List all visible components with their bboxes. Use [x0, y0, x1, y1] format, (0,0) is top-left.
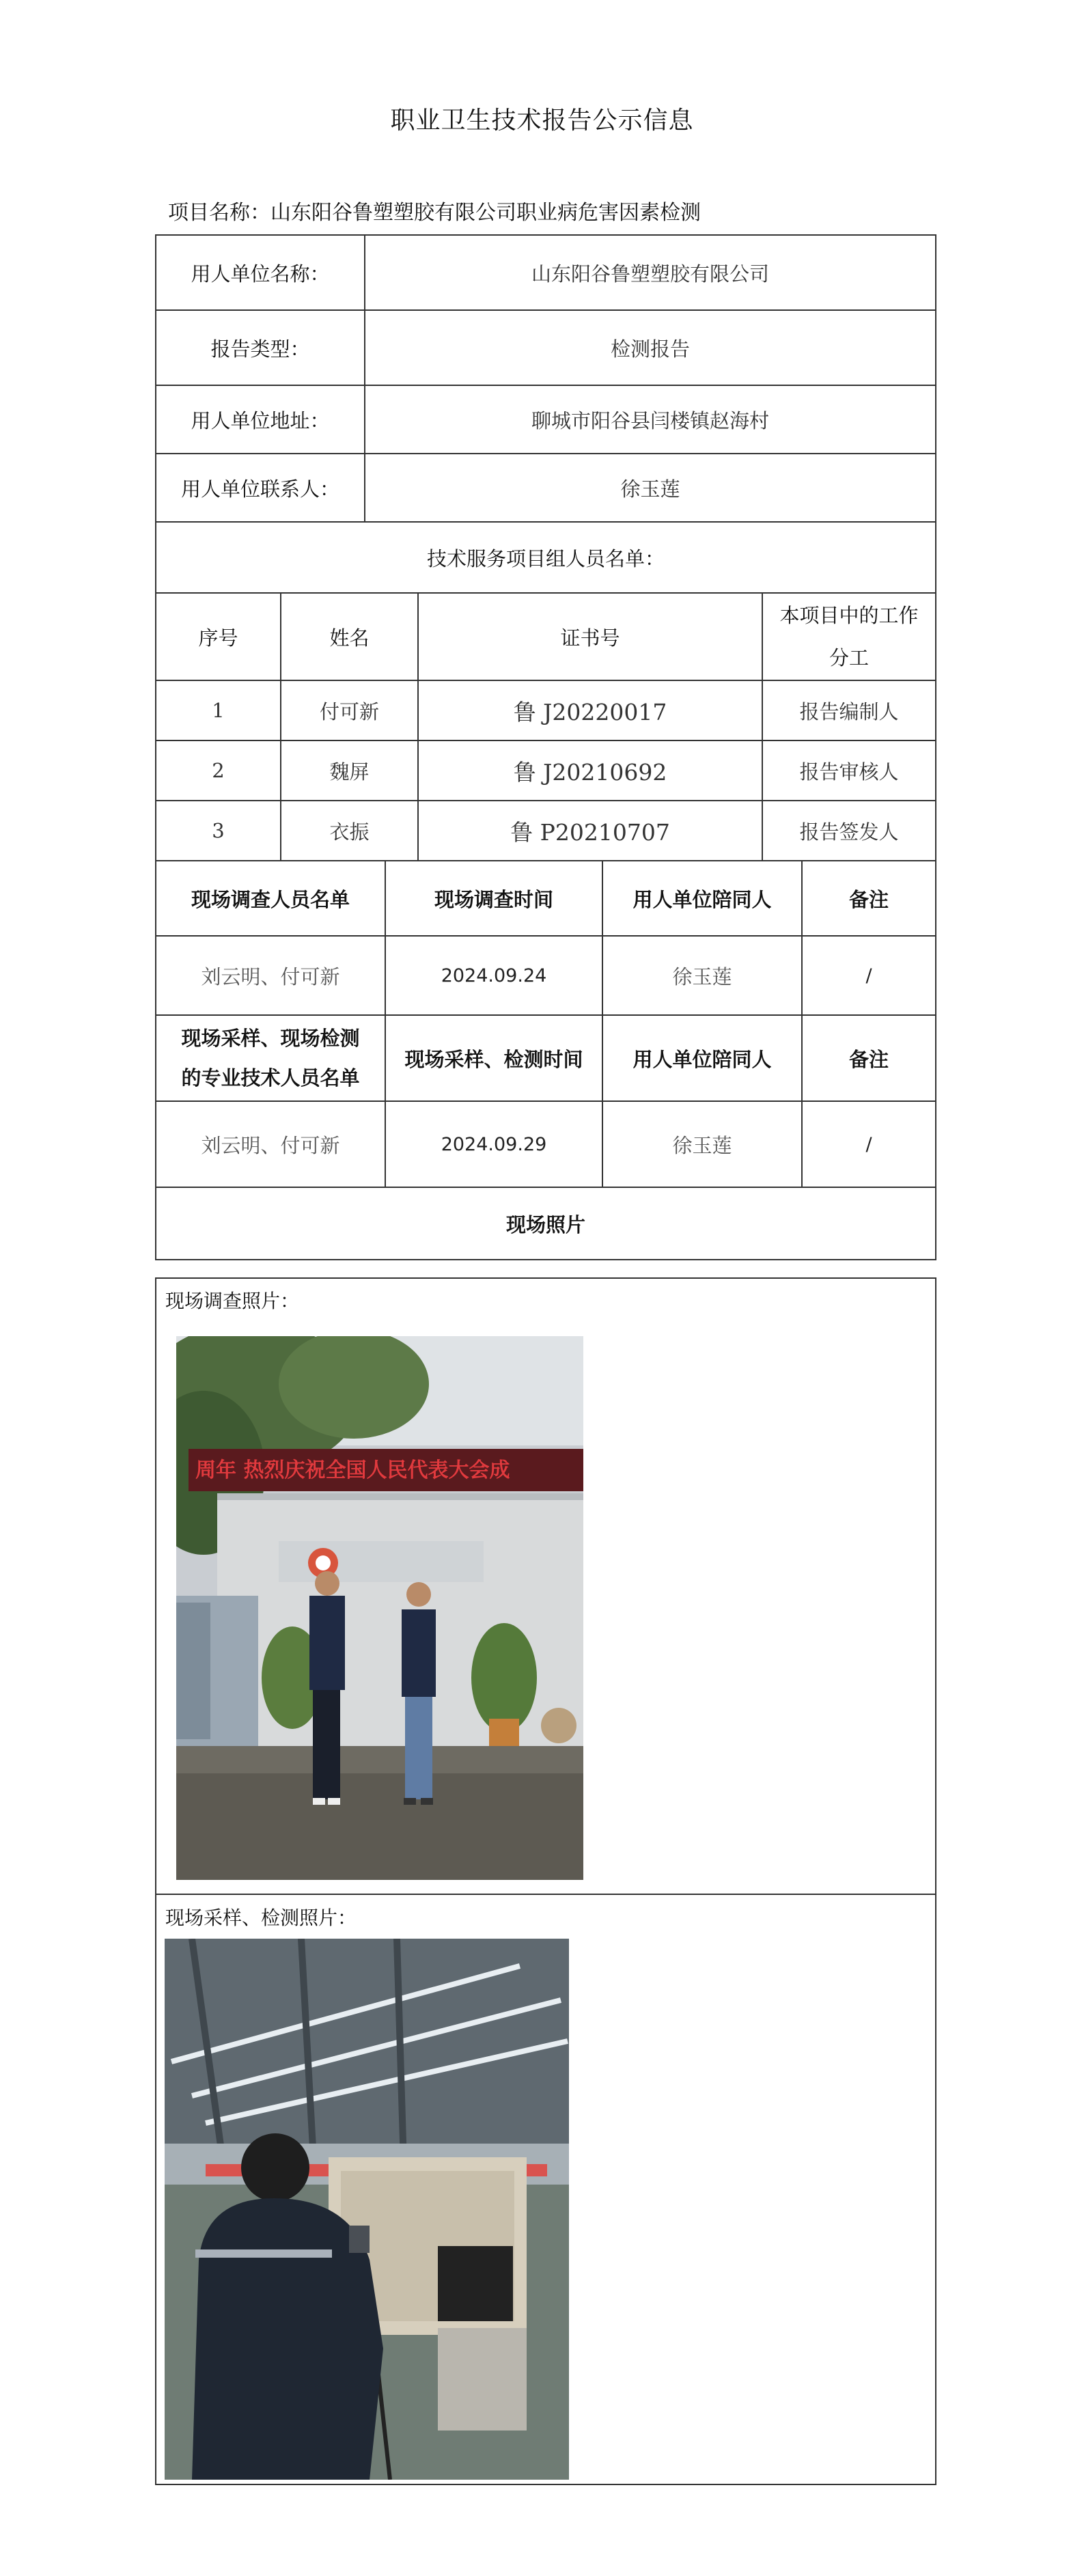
sampling-photo-label: 现场采样、检测照片：	[165, 1907, 357, 1929]
col-cert: 证书号	[419, 594, 763, 681]
col-name: 姓名	[281, 594, 419, 681]
team-row-2-cert: 鲁 J20210692	[419, 741, 763, 801]
label-report-type: 报告类型：	[156, 311, 365, 386]
project-name: 项目名称：山东阳谷鲁塑塑胶有限公司职业病危害因素检测	[168, 201, 701, 225]
survey-time-value: 2024.09.24	[386, 937, 603, 1016]
col-role-line1: 本项目中的工作	[779, 604, 919, 627]
team-row-2-no: 2	[156, 741, 281, 801]
team-row-1-name: 付可新	[281, 681, 419, 741]
team-header: 技术服务项目组人员名单：	[156, 523, 935, 594]
survey-note-header: 备注	[803, 861, 935, 937]
value-unit-address: 聊城市阳谷县闫楼镇赵海村	[365, 386, 935, 454]
survey-photo	[176, 1336, 583, 1880]
label-unit-name: 用人单位名称：	[156, 236, 365, 311]
info-table	[155, 234, 936, 1260]
survey-escort-value: 徐玉莲	[603, 937, 803, 1016]
value-report-type: 检测报告	[365, 311, 935, 386]
survey-photo-label: 现场调查照片：	[165, 1290, 300, 1312]
sampling-staff-header-line1: 现场采样、现场检测	[181, 1027, 360, 1050]
survey-time-header: 现场调查时间	[386, 861, 603, 937]
team-row-3-no: 3	[156, 801, 281, 861]
sampling-note-header: 备注	[803, 1016, 935, 1102]
label-unit-address: 用人单位地址：	[156, 386, 365, 454]
team-row-2-name: 魏屏	[281, 741, 419, 801]
team-row-3-name: 衣振	[281, 801, 419, 861]
sampling-time-value: 2024.09.29	[386, 1102, 603, 1188]
sampling-staff-value: 刘云明、付可新	[156, 1102, 386, 1188]
sampling-photo-image	[165, 1939, 569, 2480]
value-unit-name: 山东阳谷鲁塑塑胶有限公司	[365, 236, 935, 311]
col-role-line2: 分工	[829, 646, 869, 669]
team-row-1-no: 1	[156, 681, 281, 741]
col-role	[763, 594, 935, 681]
survey-escort-header: 用人单位陪同人	[603, 861, 803, 937]
team-row-3-cert: 鲁 P20210707	[419, 801, 763, 861]
team-row-3-role: 报告签发人	[763, 801, 935, 861]
label-unit-contact: 用人单位联系人：	[156, 454, 365, 523]
sampling-note-value: /	[803, 1102, 935, 1188]
banner-text: 周年 热烈庆祝全国人民代表大会成	[195, 1458, 510, 1482]
sampling-photo	[165, 1939, 569, 2480]
survey-note-value: /	[803, 937, 935, 1016]
col-no: 序号	[156, 594, 281, 681]
sampling-escort-header: 用人单位陪同人	[603, 1016, 803, 1102]
sampling-staff-header-line2: 的专业技术人员名单	[181, 1066, 360, 1090]
team-row-2-role: 报告审核人	[763, 741, 935, 801]
survey-photo-image	[176, 1336, 583, 1880]
sampling-staff-header	[156, 1016, 386, 1102]
team-row-1-role: 报告编制人	[763, 681, 935, 741]
sampling-escort-value: 徐玉莲	[603, 1102, 803, 1188]
sampling-time-header: 现场采样、检测时间	[386, 1016, 603, 1102]
value-unit-contact: 徐玉莲	[365, 454, 935, 523]
photo-divider	[156, 1894, 935, 1895]
team-row-1-cert: 鲁 J20220017	[419, 681, 763, 741]
survey-staff-value: 刘云明、付可新	[156, 937, 386, 1016]
photos-header: 现场照片	[505, 1213, 585, 1236]
survey-staff-header: 现场调查人员名单	[156, 861, 386, 937]
page-title: 职业卫生技术报告公示信息	[390, 107, 694, 135]
